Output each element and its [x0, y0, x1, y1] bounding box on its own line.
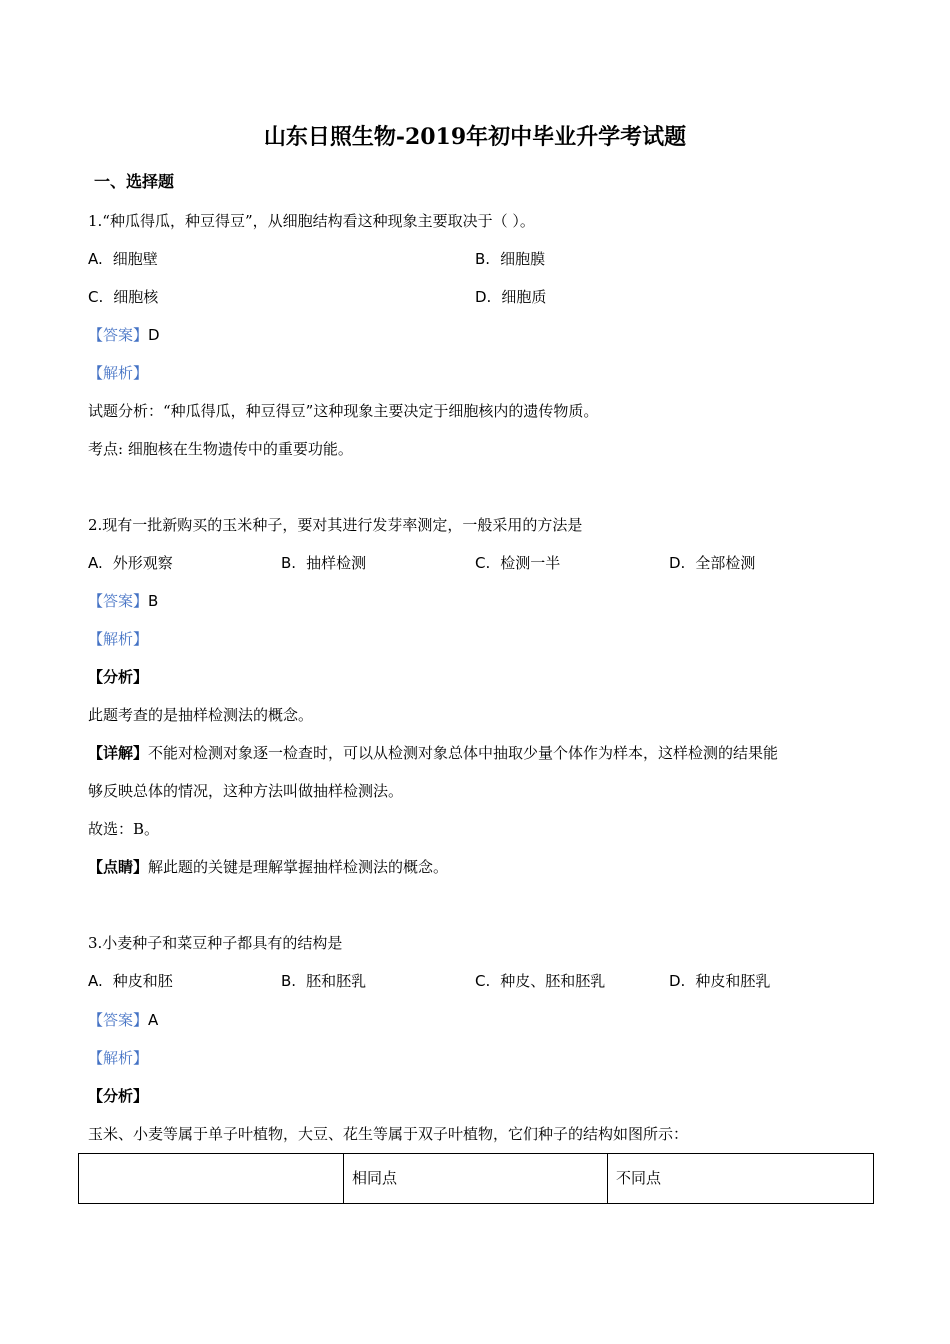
document-title: 山东日照生物-2019年初中毕业升学考试题: [263, 124, 687, 150]
question-2-stem: 2.现有一批新购买的玉米种子，要对其进行发芽率测定，一般采用的方法是: [88, 516, 583, 534]
question-2-option-d[interactable]: [669, 551, 755, 575]
answer-label: 【答案】: [88, 592, 149, 610]
option-text: 胚和胚乳: [306, 972, 367, 990]
seed-structure-table: [78, 1153, 874, 1204]
option-text: 全部检测: [695, 554, 756, 572]
option-text: 细胞核: [113, 288, 159, 306]
question-1-stem: 1.“种瓜得瓜，种豆得豆”，从细胞结构看这种现象主要取决于（ ）。: [88, 212, 535, 230]
option-letter: A.: [88, 972, 103, 990]
question-2-answer: [88, 589, 158, 613]
option-text: 种皮和胚乳: [695, 972, 771, 990]
table-header-cell: 相同点: [344, 1154, 608, 1203]
option-text: 种皮和胚: [112, 972, 173, 990]
analysis-label: 【解析】: [88, 1049, 149, 1067]
question-1-option-a[interactable]: [88, 247, 158, 271]
option-letter: C.: [475, 972, 491, 990]
option-text: 抽样检测: [306, 554, 367, 572]
option-text: 细胞壁: [112, 250, 158, 268]
question-2-analysis-label: [88, 627, 148, 651]
option-letter: C.: [475, 554, 491, 572]
question-1-analysis-label: [88, 361, 148, 385]
table-header-cell: 不同点: [616, 1169, 662, 1187]
option-letter: C.: [88, 288, 104, 306]
xiangjie-text: 不能对检测对象逐一检查时，可以从检测对象总体中抽取少量个体作为样本，这样检测的结果能: [148, 744, 779, 762]
question-3-option-c[interactable]: [475, 969, 605, 993]
dianjing-label: 【点睛】: [88, 858, 149, 876]
question-2-option-b[interactable]: [281, 551, 366, 575]
option-text: 种皮、胚和胚乳: [500, 972, 606, 990]
option-letter: D.: [475, 288, 492, 306]
table-header-cell: [79, 1154, 344, 1203]
analysis-label: 【解析】: [88, 630, 149, 648]
question-3-option-d[interactable]: [669, 969, 770, 993]
question-3-stem: 3.小麦种子和菜豆种子都具有的结构是: [88, 934, 343, 952]
question-3-answer: [88, 1008, 158, 1032]
xiangjie-label: 【详解】: [88, 744, 149, 762]
question-1-explanation-2: 考点: 细胞核在生物遗传中的重要功能。: [88, 440, 353, 458]
answer-label: 【答案】: [88, 1011, 149, 1029]
question-2-option-a[interactable]: [88, 551, 173, 575]
option-letter: B.: [281, 554, 297, 572]
question-3-option-a[interactable]: [88, 969, 173, 993]
question-3-fenxi-label: 【分析】: [88, 1087, 149, 1105]
question-2-fenxi-text: 此题考查的是抽样检测法的概念。: [88, 706, 314, 724]
option-text: 细胞质: [501, 288, 547, 306]
option-letter: B.: [475, 250, 491, 268]
question-2-xiangjie-cont: 够反映总体的情况，这种方法叫做抽样检测法。: [88, 782, 404, 800]
question-2-option-c[interactable]: [475, 551, 560, 575]
question-2-fenxi-label: 【分析】: [88, 668, 149, 686]
answer-value: B: [148, 592, 159, 610]
question-3-fenxi-text: 玉米、小麦等属于单子叶植物，大豆、花生等属于双子叶植物，它们种子的结构如图所示：: [88, 1125, 689, 1143]
dianjing-text: 解此题的关键是理解掌握抽样检测法的概念。: [148, 858, 449, 876]
option-text: 细胞膜: [500, 250, 546, 268]
answer-value: A: [148, 1011, 159, 1029]
option-letter: D.: [669, 972, 686, 990]
question-1-answer: [88, 323, 160, 347]
question-2-guxuan: 故选：B。: [88, 820, 160, 838]
option-letter: A.: [88, 250, 103, 268]
option-text: 外形观察: [112, 554, 173, 572]
question-2-dianjing: [88, 855, 448, 879]
section-title: 一、选择题: [94, 172, 175, 191]
answer-value: D: [148, 326, 160, 344]
option-text: 检测一半: [500, 554, 561, 572]
question-3-analysis-label: [88, 1046, 148, 1070]
option-letter: B.: [281, 972, 297, 990]
question-1-option-c[interactable]: [88, 285, 158, 309]
question-1-option-d[interactable]: [475, 285, 546, 309]
question-2-xiangjie: [88, 741, 778, 765]
answer-label: 【答案】: [88, 326, 149, 344]
question-3-option-b[interactable]: [281, 969, 366, 993]
option-letter: A.: [88, 554, 103, 572]
question-1-explanation-1: 试题分析：“种瓜得瓜，种豆得豆”这种现象主要决定于细胞核内的遗传物质。: [88, 402, 599, 420]
option-letter: D.: [669, 554, 686, 572]
analysis-label: 【解析】: [88, 364, 149, 382]
question-1-option-b[interactable]: [475, 247, 545, 271]
